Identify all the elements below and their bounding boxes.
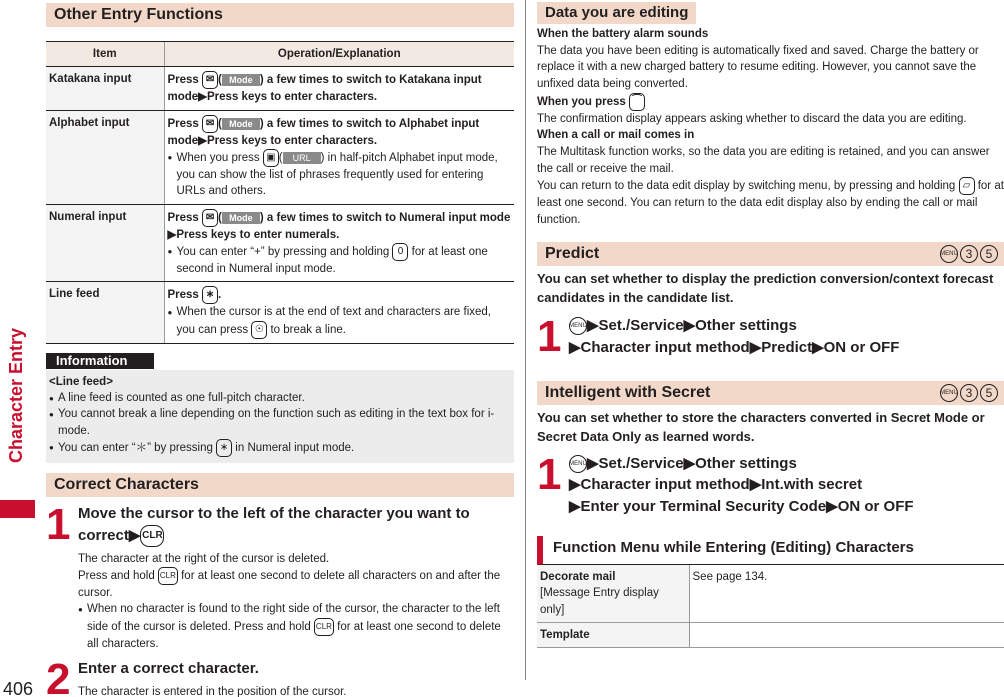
- three-key-icon: 3: [960, 245, 978, 263]
- section-title: Correct Characters: [46, 473, 514, 497]
- step-number: 1: [537, 449, 562, 499]
- enter-key-icon: ☉: [251, 321, 267, 339]
- editing-content: [537, 26, 1004, 229]
- step-number: 1: [46, 499, 71, 549]
- sidebar: [0, 0, 35, 697]
- col-operation: Operation/Explanation: [164, 42, 514, 67]
- asterisk-key-icon: ∗: [216, 439, 232, 457]
- table-row: [46, 67, 514, 110]
- step-text: The character is entered in the position of the cursor.: [78, 685, 347, 697]
- section-title: Predict: [545, 244, 600, 262]
- table-row: [537, 623, 1004, 648]
- end-key-icon: ⌒: [629, 93, 645, 111]
- editing-text: The confirmation display appears asking whether to discard the data you are editing.: [537, 112, 967, 125]
- row-item: Decorate mail [Message Entry display only]: [537, 565, 689, 622]
- step-line: ▶Set./Service▶Other settings: [587, 317, 797, 335]
- menu-key-icon: MENU: [569, 455, 587, 473]
- row-op: Press ✉ ( Mode ) a few times to switch to Alphabet input mode▶Press keys to enter characters. ● When you press ▣ ( URL ) in half-pitch Alphabet input mode, you can show the list of phrases frequently used for entering URLs and others.: [164, 110, 514, 204]
- table-header: [46, 42, 514, 67]
- row-item: Template: [537, 623, 689, 648]
- function-menu-table: [537, 565, 1004, 648]
- info-bullet: ● You can enter “＊” by pressing ∗ in Numeral input mode.: [49, 439, 511, 457]
- step-line: ▶Set./Service▶Other settings: [587, 454, 797, 472]
- table-row: [46, 282, 514, 343]
- step-text: Press and hold CLR for at least one second to delete all characters on and after the cursor.: [78, 567, 514, 601]
- clear-key-icon: ▱: [959, 177, 975, 195]
- table-row: [46, 204, 514, 282]
- function-menu-title: Function Menu while Entering (Editing) Characters: [537, 536, 1004, 565]
- url-key-icon: URL: [283, 152, 321, 164]
- row-bullet: ● When the cursor is at the end of text and characters are fixed, you can press ☉ to break a line.: [168, 304, 512, 338]
- predict-step: [537, 312, 1004, 362]
- row-item: Katakana input: [46, 67, 164, 110]
- editing-text: The data you have been editing is automatically fixed and saved. Charge the battery or replace it with a new charged battery to resume editing. However, you cannot save the unfixed data being converted.: [537, 44, 979, 91]
- editing-text: The Multitask function works, so the data you are editing is retained, and you can answer the call or receive the mail.: [537, 146, 990, 175]
- col-item: Item: [46, 42, 164, 67]
- three-key-icon: 3: [960, 384, 978, 402]
- step-line: ▶Enter your Terminal Security Code▶ON or OFF: [569, 498, 914, 516]
- section-title: Intelligent with Secret: [545, 383, 711, 401]
- editing-heading: When a call or mail comes in: [537, 129, 695, 142]
- step-line: ▶Character input method▶Predict▶ON or OFF: [569, 339, 900, 357]
- predict-section: [537, 242, 1004, 266]
- asterisk-key-icon: ∗: [202, 286, 218, 304]
- row-bullet: ● When you press ▣ ( URL ) in half-pitch Alphabet input mode, you can show the list of phrases frequently used for entering URLs and others.: [168, 149, 512, 200]
- editing-tag: Data you are editing: [537, 2, 696, 24]
- row-op: Press ✉ ( Mode ) a few times to switch to Numeral input mode ▶Press keys to enter numerals. ● You can enter “+” by pressing and holding 0 for at least one second in Numeral input mode.: [164, 204, 514, 282]
- intelligent-intro: You can set whether to store the characters converted in Secret Mode or Secret Data Only as learned words.: [537, 409, 985, 444]
- editing-text: You can return to the data edit display by switching menu, by pressing and holding ▱ for at least one second. You can return to the data edit display also by ending the call or mail function.: [537, 177, 1004, 228]
- column-divider: [525, 0, 526, 680]
- mode-key-icon: Mode: [222, 212, 260, 224]
- row-op: Press ✉ ( Mode ) a few times to switch to Katakana input mode▶Press keys to enter characters.: [164, 67, 514, 110]
- row-op: Press ∗ . ● When the cursor is at the end of text and characters are fixed, you can press ☉ to break a line.: [164, 282, 514, 343]
- mail-key-icon: ✉: [202, 209, 218, 227]
- clr-key-icon: CLR: [314, 618, 334, 636]
- step-line: ▶Character input method▶Int.with secret: [569, 476, 863, 494]
- predict-intro: You can set whether to display the prediction conversion/context forecast candidates in the candidate list.: [537, 270, 994, 305]
- editing-heading: When you press ⌒: [537, 93, 1004, 111]
- step-number: 1: [537, 312, 562, 362]
- intelligent-step: [537, 449, 1004, 518]
- step-bullet: ● When no character is found to the right side of the cursor, the character to the left side of the cursor is deleted. Press and hold CLR for at least one second to delete all characters.: [78, 601, 514, 652]
- info-bullet: ● You cannot break a line depending on the function such as editing in the text box for i-mode.: [49, 406, 511, 439]
- menu-key-icon: MENU: [940, 245, 958, 263]
- row-item: Numeral input: [46, 204, 164, 282]
- five-key-icon: 5: [980, 384, 998, 402]
- row-desc: See page 134.: [689, 565, 1004, 622]
- info-content: [46, 370, 514, 463]
- zero-key-icon: 0: [392, 243, 408, 261]
- menu-key-icon: MENU: [569, 317, 587, 335]
- row-desc: [689, 623, 1004, 648]
- step-1: [46, 499, 514, 652]
- chapter-title: Character Entry: [6, 327, 27, 463]
- information-box: [46, 353, 514, 463]
- step-number: 2: [46, 655, 71, 697]
- row-item: Alphabet input: [46, 110, 164, 204]
- other-entry-table: [46, 41, 514, 344]
- mode-key-icon: Mode: [222, 74, 260, 86]
- table-row: [537, 565, 1004, 622]
- clr-key-icon: CLR: [140, 525, 164, 547]
- intelligent-section: [537, 381, 1004, 405]
- mail-key-icon: ✉: [202, 115, 218, 133]
- row-item: Line feed: [46, 282, 164, 343]
- row-bullet: ● You can enter “+” by pressing and holding 0 for at least one second in Numeral input mode.: [168, 243, 512, 277]
- editing-heading: When the battery alarm sounds: [537, 28, 709, 40]
- camera-key-icon: ▣: [263, 149, 279, 167]
- step-title: Move the cursor to the left of the character you want to correct▶: [78, 504, 470, 544]
- mail-key-icon: ✉: [202, 71, 218, 89]
- left-column: [46, 0, 514, 697]
- five-key-icon: 5: [980, 245, 998, 263]
- step-title: Enter a correct character.: [78, 660, 259, 678]
- menu-key-icon: MENU: [940, 384, 958, 402]
- right-column: [537, 0, 1004, 648]
- page-number: 406: [3, 679, 34, 697]
- info-label: Information: [46, 353, 154, 369]
- chapter-tab: [0, 500, 35, 518]
- step-2: [46, 655, 514, 697]
- step-text: The character at the right of the cursor is deleted.: [78, 552, 330, 565]
- info-bullet: ● A line feed is counted as one full-pitch character.: [49, 390, 511, 406]
- section-title: Other Entry Functions: [46, 3, 514, 27]
- mode-key-icon: Mode: [222, 118, 260, 130]
- clr-key-icon: CLR: [158, 567, 178, 585]
- info-heading: <Line feed>: [49, 375, 113, 388]
- table-row: [46, 110, 514, 204]
